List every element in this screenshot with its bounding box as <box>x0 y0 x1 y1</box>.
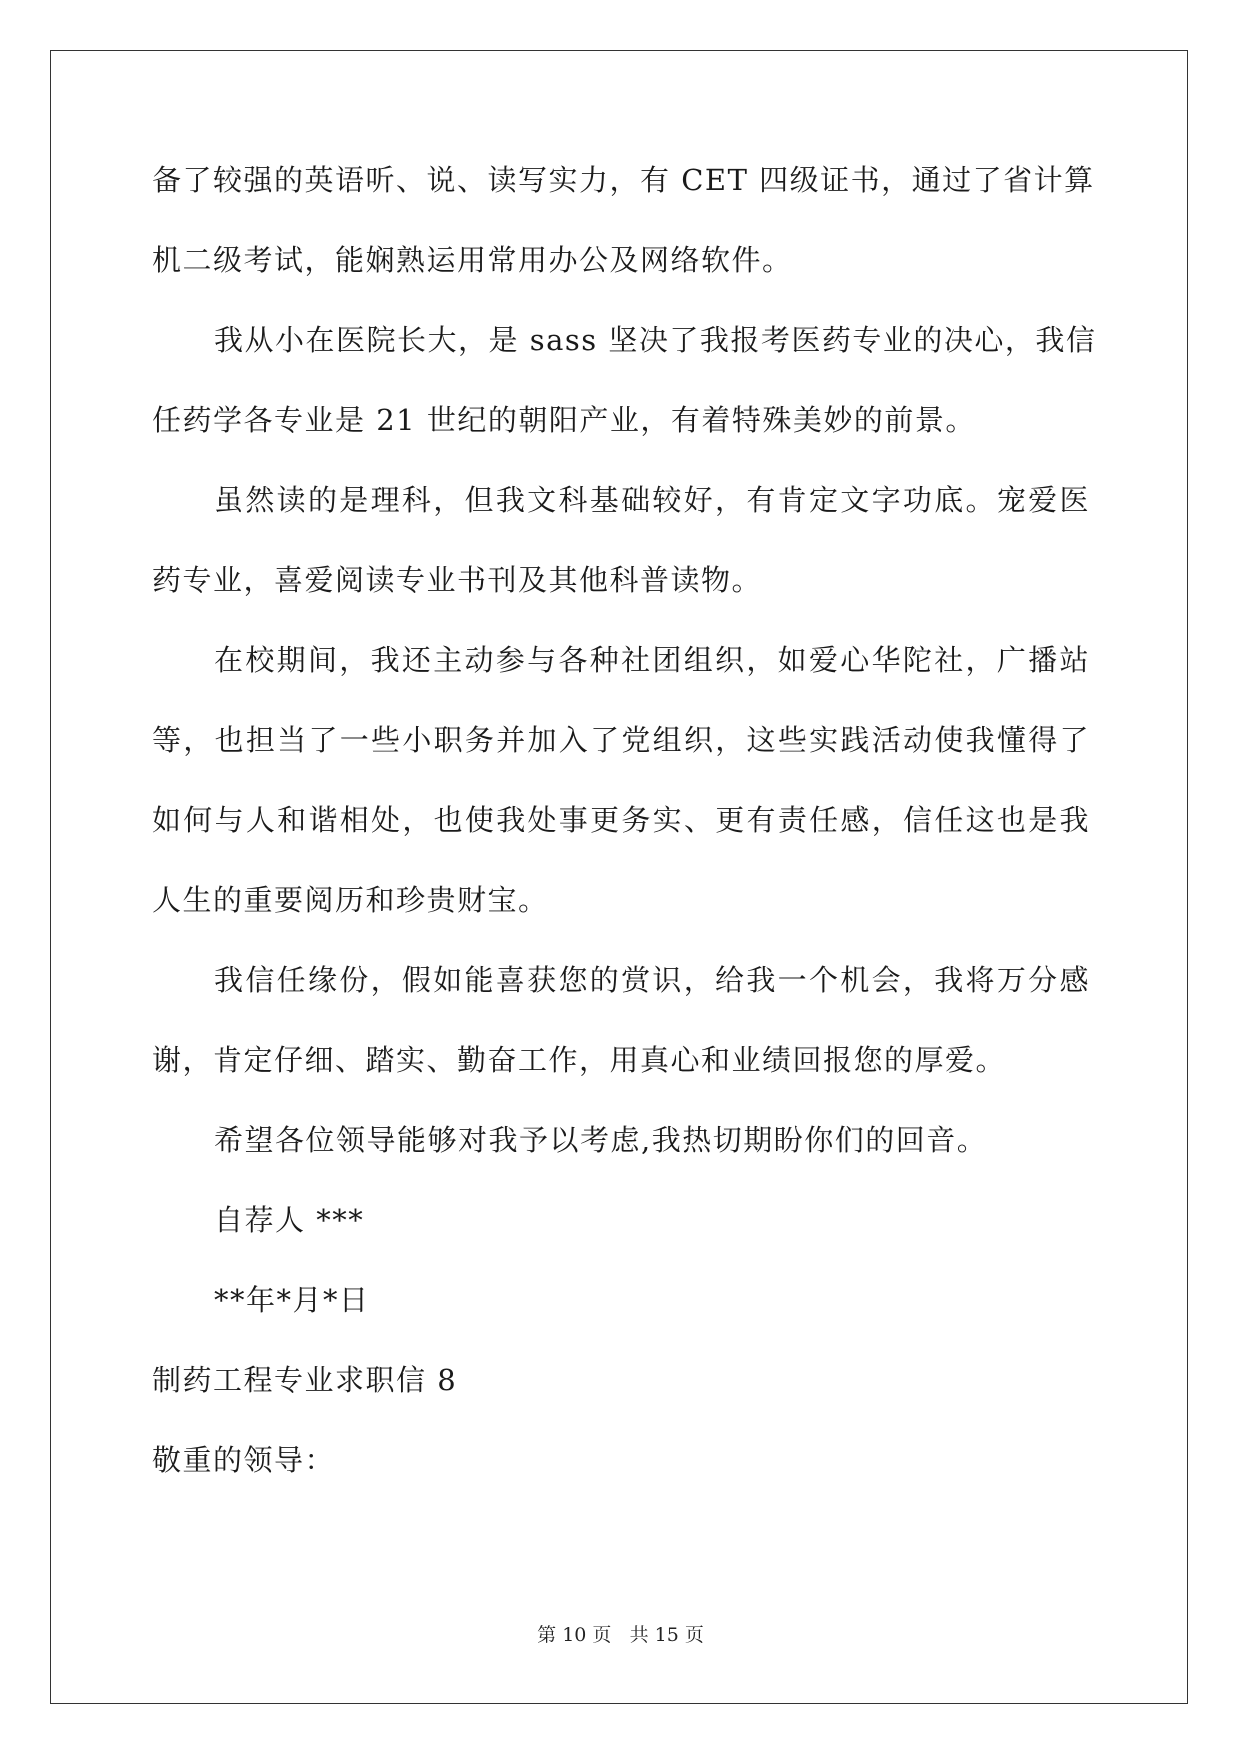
salutation-line: 敬重的领导： <box>152 1443 336 1477</box>
document-body <box>152 160 1097 1520</box>
text-line: 我信任缘份，假如能喜获您的赏识，给我一个机会，我将万分感 <box>214 963 1090 997</box>
page-number: 第 10 页 <box>537 1624 612 1646</box>
text-line: 备了较强的英语听、说、读写实力，有 CET 四级证书，通过了省计算 <box>152 163 1095 197</box>
text-line: 在校期间，我还主动参与各种社团组织，如爱心华陀社，广播站 <box>214 643 1090 677</box>
text-line: 机二级考试，能娴熟运用常用办公及网络软件。 <box>152 243 793 277</box>
text-line: 药专业，喜爱阅读专业书刊及其他科普读物。 <box>152 563 763 597</box>
text-line: 等，也担当了一些小职务并加入了党组织，这些实践活动使我懂得了 <box>152 723 1090 757</box>
text-line: 希望各位领导能够对我予以考虑,我热切期盼你们的回音。 <box>214 1123 988 1157</box>
text-line: 谢，肯定仔细、踏实、勤奋工作，用真心和业绩回报您的厚爱。 <box>152 1043 1007 1077</box>
text-line: 我从小在医院长大，是 sass 坚决了我报考医药专业的决心，我信 <box>214 323 1097 357</box>
text-line: 人生的重要阅历和珍贵财宝。 <box>152 883 549 917</box>
page-total: 共 15 页 <box>629 1624 704 1646</box>
text-line: 虽然读的是理科，但我文科基础较好，有肯定文字功底。宠爱医 <box>214 483 1090 517</box>
page-footer <box>0 1620 1241 1647</box>
text-line: 任药学各专业是 21 世纪的朝阳产业，有着特殊美妙的前景。 <box>152 403 976 437</box>
text-line: 如何与人和谐相处，也使我处事更务实、更有责任感，信任这也是我 <box>152 803 1090 837</box>
section-title: 制药工程专业求职信 8 <box>152 1363 458 1397</box>
signature-line: 自荐人 *** <box>214 1203 365 1237</box>
date-line: **年*月*日 <box>214 1283 370 1317</box>
